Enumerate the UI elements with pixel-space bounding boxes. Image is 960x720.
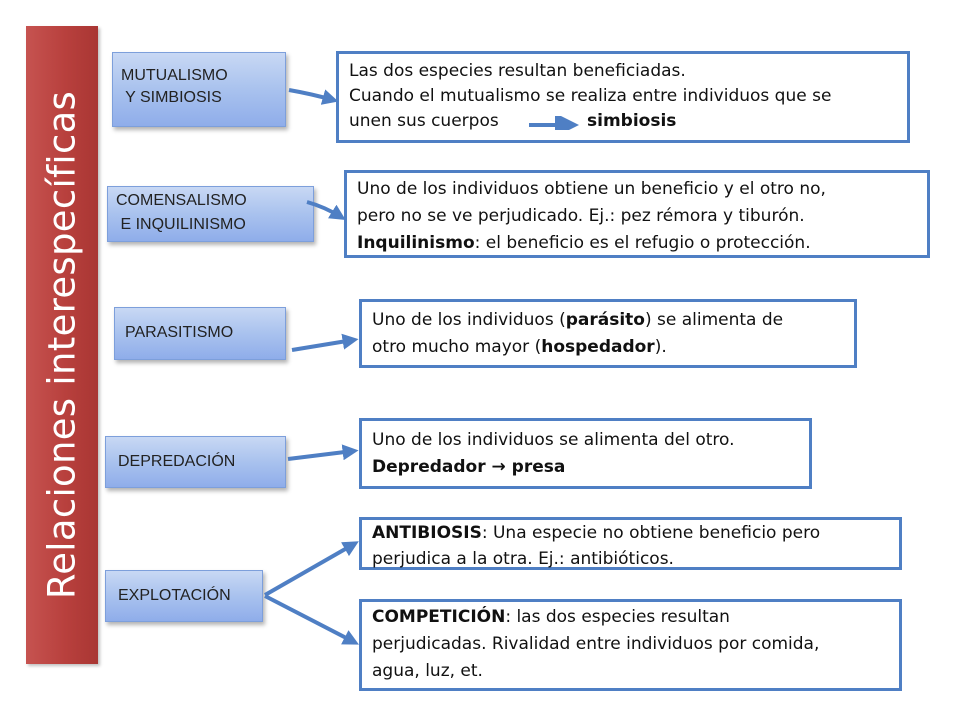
- description-text: ) se alimenta de: [644, 310, 784, 330]
- sidebar-title: Relaciones interespecíficas: [40, 90, 84, 600]
- description-line: Uno de los individuos obtiene un beneficio y el otro no,: [357, 179, 826, 199]
- description-line: Cuando el mutualismo se realiza entre individuos que se: [349, 86, 832, 106]
- description-term: Inquilinismo: [357, 233, 475, 253]
- description-term: hospedador: [541, 337, 655, 357]
- description-text: unen sus cuerpos: [349, 111, 499, 131]
- arrow-mutualismo: [289, 90, 333, 100]
- description-term: parásito: [565, 310, 645, 330]
- description-line: perjudica a la otra. Ej.: antibióticos.: [372, 549, 674, 569]
- category-label: COMENSALISMO: [116, 192, 247, 209]
- description-text: : las dos especies resultan: [505, 607, 730, 627]
- description-text: : el beneficio es el refugio o protección.: [474, 233, 811, 253]
- category-label: PARASITISMO: [125, 324, 234, 341]
- description-term: simbiosis: [587, 111, 677, 131]
- description-line: Uno de los individuos se alimenta del otro.: [372, 430, 735, 450]
- description-text: ).: [654, 337, 667, 357]
- description-line: pero no se ve perjudicado. Ej.: pez rémora y tiburón.: [357, 206, 805, 226]
- description-line: perjudicadas. Rivalidad entre individuos por comida,: [372, 634, 820, 654]
- category-label: MUTUALISMO: [121, 67, 228, 84]
- description-text: otro mucho mayor (: [372, 337, 542, 357]
- description-term: Depredador → presa: [372, 457, 566, 477]
- description-line: agua, luz, et.: [372, 661, 483, 681]
- description-term: COMPETICIÓN: [372, 607, 506, 627]
- category-label: E INQUILINISMO: [116, 216, 246, 233]
- description-line: Las dos especies resultan beneficiadas.: [349, 61, 686, 81]
- arrow-comensalismo: [307, 202, 341, 217]
- category-label: Y SIMBIOSIS: [121, 89, 222, 106]
- category-label: EXPLOTACIÓN: [118, 587, 231, 604]
- arrow-parasitismo: [292, 340, 353, 350]
- arrow-antibiosis: [265, 544, 354, 595]
- description-text: : Una especie no obtiene beneficio pero: [481, 523, 821, 543]
- arrow-depredacion: [288, 451, 353, 459]
- category-label: DEPREDACIÓN: [118, 453, 236, 470]
- description-text: Uno de los individuos (: [372, 310, 566, 330]
- arrow-competicion: [265, 596, 354, 642]
- description-term: ANTIBIOSIS: [372, 523, 482, 543]
